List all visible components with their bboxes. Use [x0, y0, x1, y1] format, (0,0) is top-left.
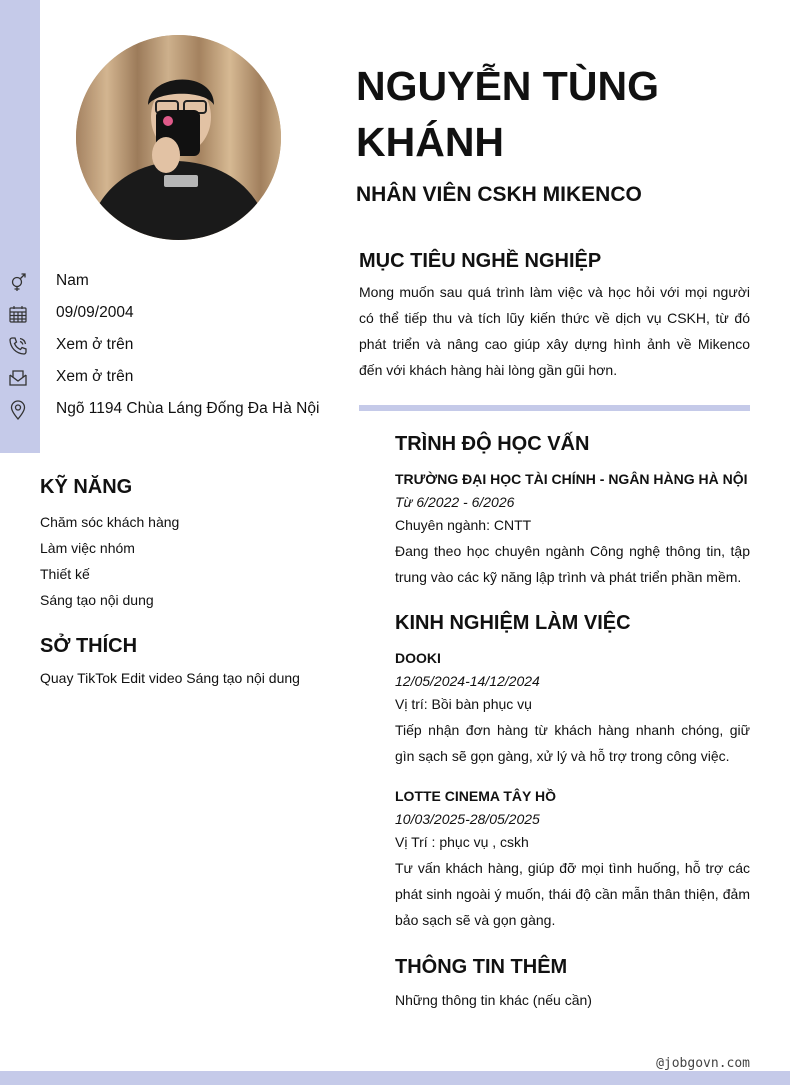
contact-email — [0, 364, 320, 396]
gender-value: Nam — [56, 272, 89, 289]
experience-section — [395, 612, 750, 933]
avatar — [76, 35, 281, 240]
phone-icon — [8, 336, 28, 356]
education-section — [395, 433, 750, 590]
skills-title: KỸ NĂNG — [40, 476, 133, 498]
contact-birthday — [0, 300, 320, 332]
contact-address — [0, 396, 320, 428]
job-company: LOTTE CINEMA TÂY HỒ — [395, 788, 556, 804]
hobbies-title: SỞ THÍCH — [40, 635, 138, 657]
education-title: TRÌNH ĐỘ HỌC VẤN — [395, 433, 590, 455]
skill-item: Chăm sóc khách hàng — [40, 514, 180, 530]
calendar-icon — [8, 304, 28, 324]
phone-value: Xem ở trên — [56, 336, 134, 353]
mail-icon — [8, 368, 28, 388]
job-period: 10/03/2025-28/05/2025 — [395, 811, 540, 827]
skill-item: Sáng tạo nội dung — [40, 592, 154, 608]
additional-text: Những thông tin khác (nếu cần) — [395, 992, 592, 1008]
job-role: Vị trí: Bồi bàn phục vụ — [395, 696, 532, 712]
bottom-accent-bar — [0, 1071, 790, 1085]
candidate-position: NHÂN VIÊN CSKH MIKENCO — [356, 183, 642, 206]
section-divider — [359, 405, 750, 411]
additional-section — [395, 956, 750, 1013]
hobbies-text: Quay TikTok Edit video Sáng tạo nội dung — [40, 670, 300, 686]
job-period: 12/05/2024-14/12/2024 — [395, 673, 540, 689]
address-value: Ngõ 1194 Chùa Láng Đống Đa Hà Nội — [56, 400, 320, 417]
contact-gender — [0, 268, 320, 300]
education-major: Chuyên ngành: CNTT — [395, 517, 532, 533]
school-name: TRƯỜNG ĐẠI HỌC TÀI CHÍNH - NGÂN HÀNG HÀ NỘI — [395, 471, 748, 487]
skills-list — [40, 509, 330, 613]
skill-item: Thiết kế — [40, 566, 90, 582]
skill-item: Làm việc nhóm — [40, 540, 135, 556]
objective-title: MỤC TIÊU NGHỀ NGHIỆP — [359, 250, 602, 272]
job-description: Tiếp nhận đơn hàng từ khách hàng nhanh chóng, giữ gìn sạch sẽ gọn gàng, xử lý và hỗ trợ trong công việc. — [395, 722, 750, 764]
hobbies-section — [40, 635, 340, 688]
location-icon — [8, 400, 28, 420]
education-description: Đang theo học chuyên ngành Công nghệ thông tin, tập trung vào các kỹ năng lập trình và phát triển phần mềm. — [395, 543, 750, 585]
email-value: Xem ở trên — [56, 368, 134, 385]
objective-text: Mong muốn sau quá trình làm việc và học hỏi với mọi người có thể tiếp thu và tích lũy kiến thức về dịch vụ CSKH, từ đó phát triển và nâng cao giúp xây dựng hình ảnh về Mikenco đến với khách hàng hài lòng gần gũi hơn. — [359, 284, 750, 378]
experience-title: KINH NGHIỆM LÀM VIỆC — [395, 612, 631, 634]
contact-phone — [0, 332, 320, 364]
job-description: Tư vấn khách hàng, giúp đỡ mọi tình huống, hỗ trợ các phát sinh ngoài ý muốn, thái độ cần mẫn thân thiện, đảm bảo sạch sẽ và gọn gàng. — [395, 860, 750, 928]
objective-section — [359, 250, 750, 383]
contact-info — [0, 268, 320, 428]
birthday-value: 09/09/2004 — [56, 304, 134, 321]
additional-title: THÔNG TIN THÊM — [395, 956, 568, 978]
skills-section — [40, 476, 330, 613]
watermark: @jobgovn.com — [656, 1056, 750, 1071]
job-company: DOOKI — [395, 650, 441, 666]
job-role: Vị Trí : phục vụ , cskh — [395, 834, 529, 850]
candidate-name: NGUYỄN TÙNG KHÁNH — [356, 63, 659, 165]
gender-icon — [8, 272, 28, 292]
education-period: Từ 6/2022 - 6/2026 — [395, 494, 515, 510]
